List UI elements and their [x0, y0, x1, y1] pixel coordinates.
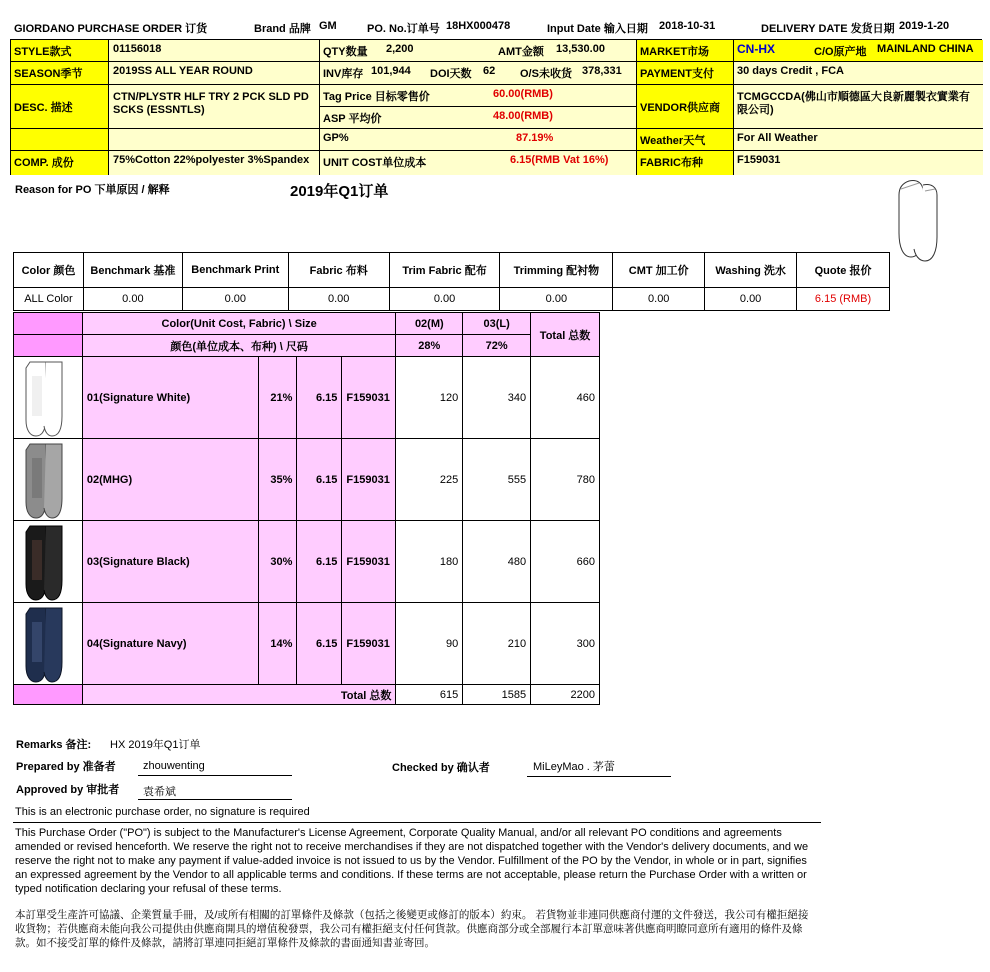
- tag-price-cell: [320, 85, 637, 107]
- co-value: MAINLAND CHINA: [877, 43, 974, 55]
- footer-total-m: 615: [396, 685, 463, 705]
- qty-l-cell: 555: [463, 439, 531, 521]
- weather-value: For All Weather: [734, 129, 983, 151]
- market-label: MARKET市场: [637, 40, 734, 62]
- po-number-label: PO. No.订单号: [367, 23, 440, 35]
- brand-label: Brand 品牌: [254, 23, 311, 35]
- sock-swatch-black: [14, 521, 83, 603]
- color-pct-cell: 21%: [259, 357, 297, 439]
- color-pct-cell: 14%: [259, 603, 297, 685]
- matrix-corner-top: [14, 313, 83, 335]
- color-pct-cell: 35%: [259, 439, 297, 521]
- matrix-footer-corner: [14, 685, 83, 705]
- color-name-cell: 01(Signature White): [82, 357, 259, 439]
- asp-cell: [320, 107, 637, 129]
- inventory-cell: [320, 62, 637, 85]
- qty-total-cell: 780: [531, 439, 600, 521]
- fabric-code-cell: F159031: [342, 521, 396, 603]
- product-sketch-image: [893, 177, 943, 263]
- doi-value: 62: [483, 65, 496, 77]
- fabric-code-cell: F159031: [342, 357, 396, 439]
- table-row: [14, 439, 600, 521]
- qty-m-cell: 120: [396, 357, 463, 439]
- input-date-label: Input Date 输入日期: [547, 23, 648, 35]
- fabric-value: F159031: [734, 151, 983, 175]
- benchmark-header-print: Benchmark Print: [182, 253, 288, 288]
- os-label: O/S未收货: [520, 68, 572, 80]
- electronic-note: This is an electronic purchase order, no signature is required: [15, 806, 310, 818]
- gp-label: GP%: [323, 132, 349, 144]
- blank-cell-a: [11, 129, 109, 151]
- benchmark-cell-quote: 6.15 (RMB): [797, 288, 890, 311]
- delivery-date-value: 2019-1-20: [899, 20, 950, 32]
- market-value: CN-HX: [737, 42, 775, 56]
- sock-white-image: [24, 358, 72, 438]
- comp-label: COMP. 成份: [11, 151, 109, 175]
- unit-cost-cell: 6.15: [297, 521, 342, 603]
- amt-label: AMT金额: [498, 46, 544, 58]
- benchmark-header-trim-fabric: Trim Fabric 配布: [389, 253, 500, 288]
- sock-grey-image: [24, 440, 72, 520]
- checked-by-underline: [527, 776, 671, 777]
- qty-m-cell: 90: [396, 603, 463, 685]
- qty-label: QTY数量: [323, 46, 368, 58]
- qty-l-cell: 340: [463, 357, 531, 439]
- unit-cost-cell: 6.15: [297, 357, 342, 439]
- size-pct-l: 72%: [463, 335, 531, 357]
- fabric-label: FABRIC布种: [637, 151, 734, 175]
- input-date-value: 2018-10-31: [659, 20, 716, 32]
- color-name-cell: 02(MHG): [82, 439, 259, 521]
- prepared-by-value: zhouwenting: [143, 760, 205, 772]
- remarks-label: Remarks 备注:: [16, 739, 92, 751]
- gp-cell: [320, 129, 637, 151]
- tag-price-value: 60.00(RMB): [493, 88, 553, 100]
- prepared-by-label: Prepared by 准备者: [16, 761, 116, 773]
- fabric-code-cell: F159031: [342, 603, 396, 685]
- table-row: [14, 603, 600, 685]
- os-value: 378,331: [582, 65, 622, 77]
- co-label: C/O原产地: [814, 46, 867, 58]
- season-value: 2019SS ALL YEAR ROUND: [109, 62, 320, 85]
- checked-by-value: MiLeyMao . 茅蕾: [533, 761, 615, 773]
- benchmark-header-benchmark: Benchmark 基准: [83, 253, 182, 288]
- payment-value: 30 days Credit , FCA: [734, 62, 983, 85]
- benchmark-cell-color: ALL Color: [14, 288, 84, 311]
- approved-by-value: 袁希斌: [143, 786, 176, 798]
- table-row: [14, 521, 600, 603]
- benchmark-table: [13, 252, 890, 311]
- benchmark-cell-fabric: 0.00: [288, 288, 389, 311]
- amt-value: 13,530.00: [556, 43, 605, 55]
- size-pct-m: 28%: [396, 335, 463, 357]
- unit-cost-cell: [320, 151, 637, 175]
- footer-total-l: 1585: [463, 685, 531, 705]
- approved-by-underline: [138, 799, 292, 800]
- qty-total-cell: 660: [531, 521, 600, 603]
- vendor-label: VENDOR供应商: [637, 85, 734, 129]
- gp-value: 87.19%: [516, 132, 554, 144]
- matrix-corner-bottom: [14, 335, 83, 357]
- color-name-cell: 03(Signature Black): [82, 521, 259, 603]
- color-pct-cell: 30%: [259, 521, 297, 603]
- checked-by-label: Checked by 确认者: [392, 762, 490, 774]
- po-title: GIORDANO PURCHASE ORDER 订货: [14, 23, 208, 35]
- footer-grand-total: 2200: [531, 685, 600, 705]
- reason-value: 2019年Q1订单: [290, 183, 389, 200]
- payment-label: PAYMENT支付: [637, 62, 734, 85]
- sock-swatch-mhg: [14, 439, 83, 521]
- sock-navy-image: [24, 604, 72, 684]
- benchmark-cell-washing: 0.00: [705, 288, 797, 311]
- color-name-cell: 04(Signature Navy): [82, 603, 259, 685]
- desc-value: CTN/PLYSTR HLF TRY 2 PCK SLD PD SCKS (ESSNTLS): [109, 85, 320, 129]
- benchmark-header-color: Color 颜色: [14, 253, 84, 288]
- asp-value: 48.00(RMB): [493, 110, 553, 122]
- season-label: SEASON季节: [11, 62, 109, 85]
- qty-total-cell: 460: [531, 357, 600, 439]
- unit-cost-value: 6.15(RMB Vat 16%): [510, 154, 609, 166]
- matrix-header-cn: 颜色(单位成本、布种) \ 尺码: [82, 335, 395, 357]
- table-row: [14, 357, 600, 439]
- benchmark-header-trimming: Trimming 配衬物: [500, 253, 613, 288]
- unit-cost-cell: 6.15: [297, 439, 342, 521]
- benchmark-header-quote: Quote 报价: [797, 253, 890, 288]
- comp-value: 75%Cotton 22%polyester 3%Spandex: [109, 151, 320, 175]
- benchmark-cell-trim-fabric: 0.00: [389, 288, 500, 311]
- desc-label: DESC. 描述: [11, 85, 109, 129]
- qty-m-cell: 225: [396, 439, 463, 521]
- reason-label: Reason for PO 下単原因 / 解释: [15, 184, 170, 196]
- inv-label: INV库存: [323, 68, 364, 80]
- benchmark-header-cmt: CMT 加工价: [613, 253, 705, 288]
- unit-cost-cell: 6.15: [297, 603, 342, 685]
- terms-divider: [13, 822, 821, 823]
- prepared-by-underline: [138, 775, 292, 776]
- style-label: STYLE款式: [11, 40, 109, 62]
- po-info-grid: [10, 39, 982, 175]
- delivery-date-label: DELIVERY DATE 发货日期: [761, 23, 895, 35]
- market-co-cell: [734, 40, 983, 62]
- terms-english: This Purchase Order ("PO") is subject to the Manufacturer's License Agreement, Corporate Quality Manual, and/or all relevant PO conditions and agreements amended or revised henceforth. We reserve the right not to receive merchandises if they are not dispatched together with the Vendor's delivery documents, and we reserve the right not to make any payment if value-added invoice is not issued to us by the Vendor. Fulfillment of the PO by the Vendor, in whole or in part, signifies an expressed agreement by the Vendor to all applicable terms and conditions. If these terms are not acceptable, please return the Purchase Order with a written or typed notification declaring your refusal of these terms.: [15, 827, 809, 895]
- qty-l-cell: 480: [463, 521, 531, 603]
- po-number-value: 18HX000478: [446, 20, 511, 32]
- size-breakdown-table: [13, 312, 600, 705]
- vendor-value: TCMGCCDA(佛山市順德區大良新麗製衣實業有限公司): [734, 85, 983, 129]
- footer-total-label: Total 总数: [82, 685, 395, 705]
- fabric-code-cell: F159031: [342, 439, 396, 521]
- unit-cost-label: UNIT COST单位成本: [323, 157, 427, 169]
- doi-label: DOI天数: [430, 68, 472, 80]
- qty-m-cell: 180: [396, 521, 463, 603]
- qty-value: 2,200: [386, 43, 414, 55]
- qty-l-cell: 210: [463, 603, 531, 685]
- size-header-l: 03(L): [463, 313, 531, 335]
- benchmark-header-washing: Washing 洗水: [705, 253, 797, 288]
- total-header: Total 总数: [531, 313, 600, 357]
- style-value: 01156018: [109, 40, 320, 62]
- sock-swatch-navy: [14, 603, 83, 685]
- qty-total-cell: 300: [531, 603, 600, 685]
- matrix-header-en: Color(Unit Cost, Fabric) \ Size: [82, 313, 395, 335]
- remarks-value: HX 2019年Q1订单: [110, 739, 201, 751]
- size-header-m: 02(M): [396, 313, 463, 335]
- benchmark-cell-cmt: 0.00: [613, 288, 705, 311]
- blank-cell-b: [109, 129, 320, 151]
- sock-swatch-white: [14, 357, 83, 439]
- tag-price-label: Tag Price 目标零售价: [323, 91, 430, 103]
- approved-by-label: Approved by 审批者: [16, 784, 120, 796]
- benchmark-cell-trimming: 0.00: [500, 288, 613, 311]
- qty-amt-cell: [320, 40, 637, 62]
- terms-chinese: 本訂單受生產許可協議、企業質量手冊，及/或所有相關的訂單條件及條款（包括之後變更或修訂的版本）約束。 若貨物並非連同供應商付運的文件發送，我公司有權拒絕接收貨物；若供應商未能向我公司提供由供應商開具的增值稅發票，我公司有權拒絕支付任何貨款。供應商部分或全部履行本訂單意味著供應商明瞭同意所有適用的條件及條款。如不接受訂單的條件及條款，請將訂單連同拒絕訂單條件及條款的書面通知書並寄回。: [15, 909, 809, 949]
- inv-value: 101,944: [371, 65, 411, 77]
- asp-label: ASP 平均价: [323, 113, 382, 125]
- benchmark-header-fabric: Fabric 布料: [288, 253, 389, 288]
- weather-label: Weather天气: [637, 129, 734, 151]
- brand-value: GM: [319, 20, 337, 32]
- benchmark-cell-benchmark: 0.00: [83, 288, 182, 311]
- benchmark-cell-print: 0.00: [182, 288, 288, 311]
- sock-black-image: [24, 522, 72, 602]
